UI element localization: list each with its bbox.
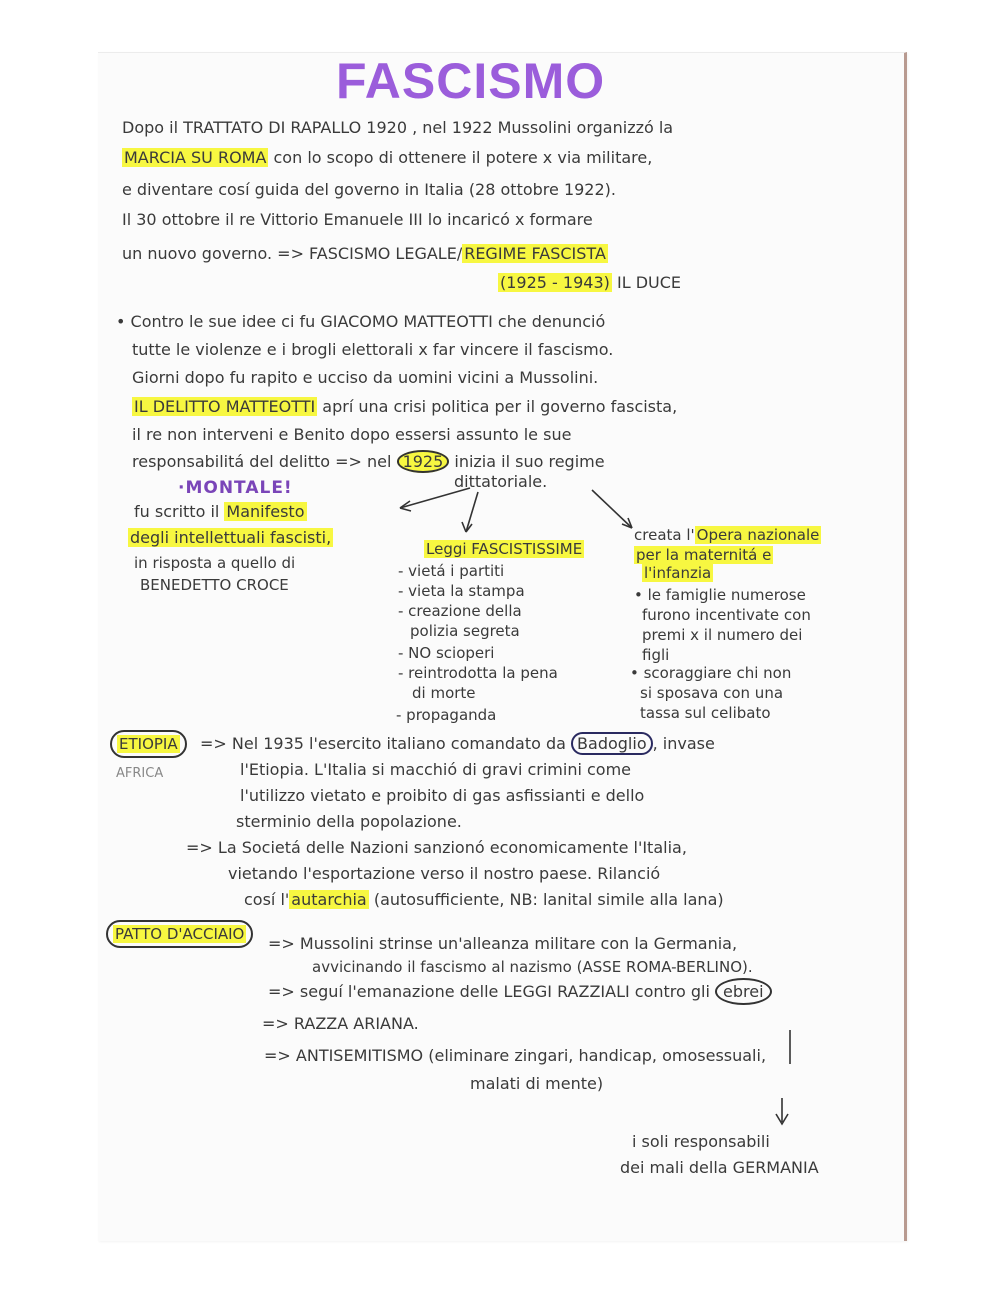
leggi-heading: [424, 540, 584, 558]
etiopia-highlight: ETIOPIA: [119, 735, 178, 753]
matteotti-line-2: tutte le violenze e i brogli elettorali x far vincere il fascismo.: [132, 340, 614, 359]
patto-highlight: PATTO D'ACCIAIO: [115, 925, 245, 943]
autarchia-highlight: autarchia: [291, 890, 367, 909]
regime-highlight: REGIME FASCISTA: [464, 244, 606, 263]
arrow-to-opera: [592, 490, 632, 528]
opera-item: figli: [642, 646, 670, 664]
arrow-to-leggi: [466, 492, 478, 532]
leggi-item: - reintrodotta la pena: [398, 664, 558, 682]
leggi-item: - creazione della: [398, 602, 522, 620]
montale-heading: ·MONTALE!: [178, 478, 293, 498]
left-line-1-text: fu scritto il: [134, 502, 220, 521]
patto-line-5: => ANTISEMITISMO (eliminare zingari, handicap, omosessuali,: [264, 1046, 767, 1065]
arrow-to-montale: [400, 488, 470, 508]
leggi-item: - NO scioperi: [398, 644, 495, 662]
leggi-item: - vieta la stampa: [398, 582, 525, 600]
etiopia-line-1-text: => Nel 1935 l'esercito italiano comandato da: [200, 734, 566, 753]
etiopia-line-5: => La Societá delle Nazioni sanzionó economicamente l'Italia,: [186, 838, 687, 857]
leggi-highlight: Leggi FASCISTISSIME: [426, 540, 583, 558]
matteotti-line-1: • Contro le sue idee ci fu GIACOMO MATTEOTTI che denunció: [116, 312, 606, 331]
intro-line-3: e diventare cosí guida del governo in Italia (28 ottobre 1922).: [122, 180, 616, 199]
etiopia-line-3: l'utilizzo vietato e proibito di gas asfissianti e dello: [240, 786, 645, 805]
infanzia-highlight: l'infanzia: [644, 564, 712, 582]
page-title: FASCISMO: [336, 53, 606, 109]
duce-label: IL DUCE: [616, 273, 681, 292]
leggi-item: - propaganda: [396, 706, 497, 724]
matteotti-line-7: dittatoriale.: [454, 472, 548, 491]
patto-line-2: avvicinando il fascismo al nazismo (ASSE ROMA-BERLINO).: [312, 958, 753, 976]
opera-item: • scoraggiare chi non: [630, 664, 792, 682]
delitto-highlight: IL DELITTO MATTEOTTI: [134, 397, 316, 416]
opera-line-1-text: creata l': [634, 526, 695, 544]
opera-item: premi x il numero dei: [642, 626, 803, 644]
etiopia-line-2: l'Etiopia. L'Italia si macchió di gravi crimini come: [240, 760, 632, 779]
matteotti-line-6-text: responsabilitá del delitto => nel: [132, 452, 392, 471]
patto-line-6: malati di mente): [470, 1074, 604, 1093]
patto-line-3: [268, 982, 772, 1001]
intro-line-5-text: un nuovo governo. => FASCISMO LEGALE/: [122, 244, 463, 263]
left-line-4: BENEDETTO CROCE: [140, 576, 289, 594]
matteotti-line-5: il re non interveni e Benito dopo essersi assunto le sue: [132, 425, 572, 444]
etiopia-line-7-rest: (autosufficiente, NB: lanital simile alla lana): [373, 890, 724, 909]
opera-line-2: [634, 546, 773, 564]
etiopia-line-4: sterminio della popolazione.: [236, 812, 462, 831]
opera-line-1: [634, 526, 821, 544]
left-line-3: in risposta a quello di: [134, 554, 296, 572]
leggi-item: di morte: [412, 684, 476, 702]
intro-line-1: Dopo il TRATTATO DI RAPALLO 1920 , nel 1922 Mussolini organizzó la: [122, 118, 674, 137]
matteotti-line-4-rest: aprí una crisi politica per il governo fascista,: [322, 397, 678, 416]
badoglio-circled: Badoglio: [571, 732, 653, 755]
patto-label: [106, 920, 253, 948]
year-1925-circled: 1925: [397, 450, 450, 473]
intro-line-2-rest: con lo scopo di ottenere il potere x via militare,: [273, 148, 653, 167]
leggi-item: polizia segreta: [410, 622, 520, 640]
manifesto-highlight: Manifesto: [226, 502, 305, 521]
intellettuali-highlight: degli intellettuali fascisti,: [130, 528, 332, 547]
matteotti-line-6-rest: inizia il suo regime: [454, 452, 605, 471]
etiopia-line-7: [244, 890, 724, 909]
note-line-1: i soli responsabili: [632, 1132, 770, 1151]
patto-line-3-text: => seguí l'emanazione delle LEGGI RAZZIALI contro gli: [268, 982, 710, 1001]
patto-line-4: => RAZZA ARIANA.: [262, 1014, 419, 1033]
opera-item: • le famiglie numerose: [634, 586, 806, 604]
marcia-highlight: MARCIA SU ROMA: [124, 148, 267, 167]
etiopia-label: [110, 730, 187, 758]
etiopia-line-7-text: cosí l': [244, 890, 290, 909]
opera-item: tassa sul celibato: [640, 704, 771, 722]
left-line-1: [134, 502, 307, 521]
matteotti-line-3: Giorni dopo fu rapito e ucciso da uomini vicini a Mussolini.: [132, 368, 599, 387]
etiopia-line-1-rest: , invase: [652, 734, 715, 753]
note-line-2: dei mali della GERMANIA: [620, 1158, 819, 1177]
opera-line-3: [642, 564, 713, 582]
opera-item: furono incentivate con: [642, 606, 811, 624]
left-line-2: [128, 528, 333, 547]
africa-label: AFRICA: [116, 766, 164, 781]
etiopia-line-1: [200, 734, 715, 753]
maternita-highlight: per la maternitá e: [636, 546, 772, 564]
patto-line-1: => Mussolini strinse un'alleanza militare con la Germania,: [268, 934, 738, 953]
years-highlight: (1925 - 1943): [500, 273, 610, 292]
leggi-item: - vietá i partiti: [398, 562, 505, 580]
ebrei-circled: ebrei: [715, 978, 772, 1005]
opera-item: si sposava con una: [640, 684, 784, 702]
intro-line-4: Il 30 ottobre il re Vittorio Emanuele III lo incaricó x formare: [122, 210, 593, 229]
etiopia-line-6: vietando l'esportazione verso il nostro paese. Rilanció: [228, 864, 661, 883]
opera-highlight: Opera nazionale: [696, 526, 820, 544]
